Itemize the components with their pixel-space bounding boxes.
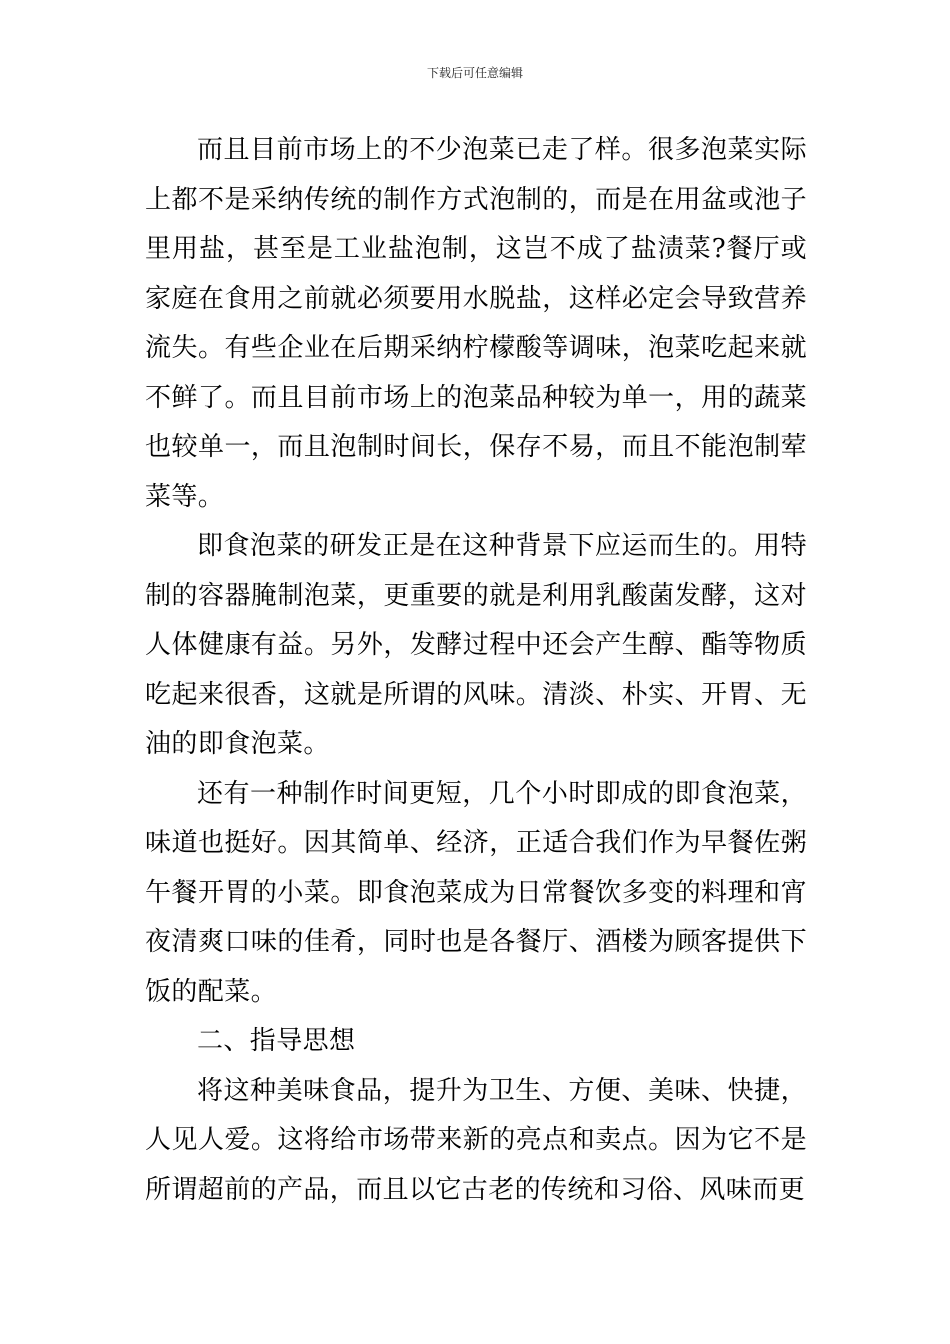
section-heading-guiding-ideology: 二、指导思想 — [197, 1026, 356, 1056]
page-header: 下载后可任意编辑 — [426, 66, 523, 80]
paragraph-instant-pickle-development: 即食泡菜的研发正是在这种背景下应运而生的。用特制的容器腌制泡菜，更重要的就是利用乳酸菌发酵，这对人体健康有益。另外，发酵过程中还会产生醇、酯等物质吃起来很香，这就是所谓的风味。清淡、朴实、开胃、无油的即食泡菜。 — [145, 531, 807, 759]
paragraph-quick-pickle: 还有一种制作时间更短，几个小时即成的即食泡菜，味道也挺好。因其简单、经济，正适合我们作为早餐佐粥午餐开胃的小菜。即食泡菜成为日常餐饮多变的料理和宵夜清爽口味的佳肴，同时也是各餐厅、酒楼为顾客提供下饭的配菜。 — [145, 778, 807, 1007]
paragraph-guiding-ideology: 将这种美味食品，提升为卫生、方便、美味、快捷，人见人爱。这将给市场带来新的亮点和卖点。因为它不是所谓超前的产品，而且以它古老的传统和习俗、风味而更 — [145, 1075, 807, 1205]
document-body — [145, 126, 807, 1215]
paragraph-market-issues: 而且目前市场上的不少泡菜已走了样。很多泡菜实际上都不是采纳传统的制作方式泡制的，而是在用盆或池子里用盐，甚至是工业盐泡制，这岂不成了盐渍菜?餐厅或家庭在食用之前就必须要用水脱盐，这样必定会导致营养流失。有些企业在后期采纳柠檬酸等调味，泡菜吃起来就不鲜了。而且目前市场上的泡菜品种较为单一，用的蔬菜也较单一，而且泡制时间长，保存不易，而且不能泡制荤菜等。 — [145, 135, 807, 512]
